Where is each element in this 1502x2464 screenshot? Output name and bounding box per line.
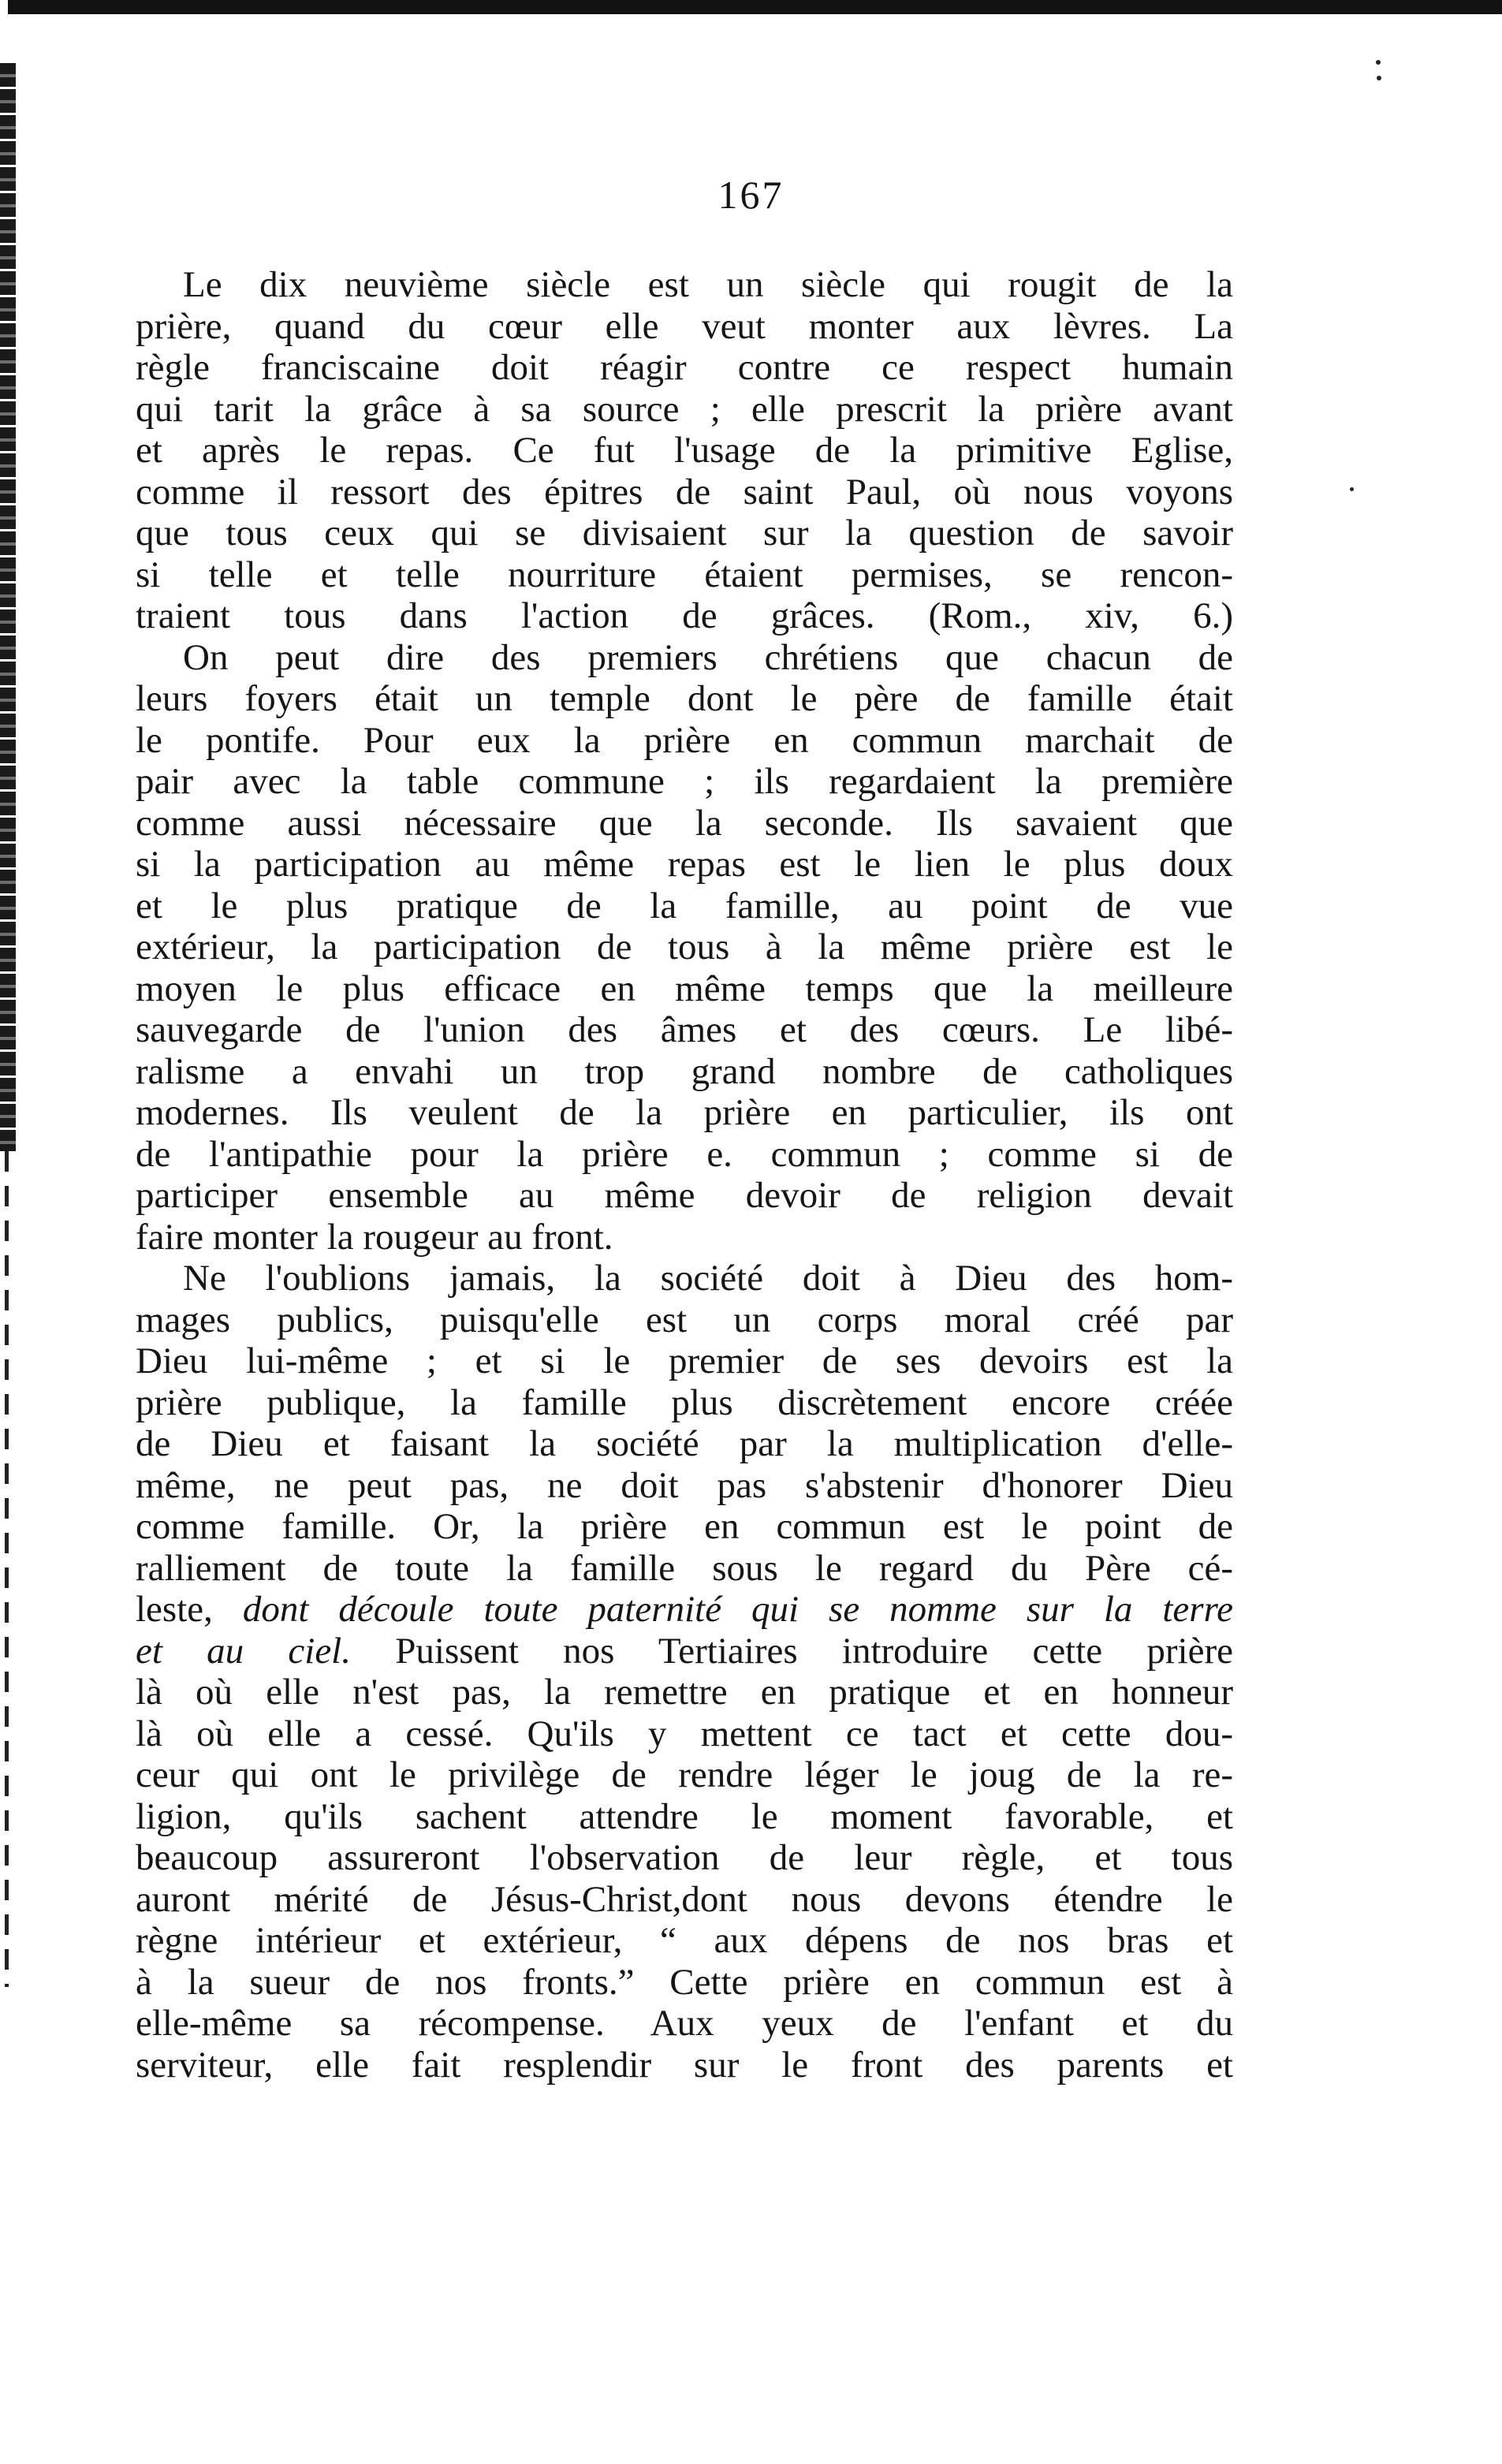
text-line: faire monter la rougeur au front. <box>136 1216 613 1258</box>
text-line: qui tarit la grâce à sa source ; elle prescrit la prière avant <box>136 388 1233 430</box>
top-border-rule <box>8 0 1502 14</box>
text-line: traient tous dans l'action de grâces. (Rom., xiv, 6.) <box>136 595 1233 636</box>
text-line: Ne l'oublions jamais, la société doit à Dieu des hom- <box>183 1258 1233 1299</box>
text-line: comme aussi nécessaire que la seconde. Ils savaient que <box>136 802 1233 844</box>
text-line: auront mérité de Jésus-Christ,dont nous devons étendre le <box>136 1878 1233 1920</box>
text-line: comme il ressort des épitres de saint Paul, où nous voyons <box>136 471 1233 513</box>
italic-quote: dont découle toute paternité qui se nomme sur la terre <box>242 1589 1233 1630</box>
text-line: à la sueur de nos fronts.” Cette prière en commun est à <box>136 1961 1233 2003</box>
text-line: si la participation au même repas est le lien le plus doux <box>136 844 1233 885</box>
body-text <box>136 264 1233 2086</box>
scan-speck <box>1350 487 1354 491</box>
text-line: prière publique, la famille plus discrètement encore créée <box>136 1381 1233 1423</box>
text-line: si telle et telle nourriture étaient permises, se rencon- <box>136 554 1233 595</box>
page-number: 167 <box>717 173 785 217</box>
text-line: Dieu lui-même ; et si le premier de ses devoirs est la <box>136 1340 1233 1381</box>
text-line: le pontife. Pour eux la prière en commun marchait de <box>136 719 1233 761</box>
text-line: mages publics, puisqu'elle est un corps moral créé par <box>136 1299 1233 1340</box>
text-line: de l'antipathie pour la prière e. commun ; comme si de <box>136 1133 1233 1175</box>
text-run: Puissent nos Tertiaires introduire cette prière <box>351 1630 1233 1672</box>
text-line: même, ne peut pas, ne doit pas s'abstenir d'honorer Dieu <box>136 1464 1233 1506</box>
text-line: règne intérieur et extérieur, “ aux dépens de nos bras et <box>136 1920 1233 1961</box>
text-line: moyen le plus efficace en même temps que la meilleure <box>136 967 1233 1009</box>
text-line: Le dix neuvième siècle est un siècle qui rougit de la <box>183 264 1233 305</box>
text-line: On peut dire des premiers chrétiens que chacun de <box>183 636 1233 678</box>
text-line: que tous ceux qui se divisaient sur la question de savoir <box>136 513 1233 554</box>
text-line: là où elle a cessé. Qu'ils y mettent ce tact et cette dou- <box>136 1713 1233 1754</box>
text-line: modernes. Ils veulent de la prière en particulier, ils ont <box>136 1092 1233 1133</box>
text-line: serviteur, elle fait resplendir sur le front des parents et <box>136 2044 1233 2086</box>
text-line: là où elle n'est pas, la remettre en pratique et en honneur <box>136 1672 1233 1713</box>
text-line: prière, quand du cœur elle veut monter aux lèvres. La <box>136 305 1233 347</box>
text-line: de Dieu et faisant la société par la multiplication d'elle- <box>136 1423 1233 1464</box>
text-line: et le plus pratique de la famille, au point de vue <box>136 885 1233 926</box>
text-line: beaucoup assureront l'observation de leur règle, et tous <box>136 1837 1233 1878</box>
text-line: ralisme a envahi un trop grand nombre de catholiques <box>136 1050 1233 1092</box>
scan-speck <box>1376 60 1381 65</box>
text-line: pair avec la table commune ; ils regardaient la première <box>136 761 1233 802</box>
left-binding-edge <box>0 63 16 1151</box>
text-line: sauvegarde de l'union des âmes et des cœurs. Le libé- <box>136 1009 1233 1050</box>
italic-quote: et au ciel. <box>136 1630 351 1672</box>
text-line: ralliement de toute la famille sous le regard du Père cé- <box>136 1547 1233 1589</box>
text-run: leste, <box>136 1589 243 1630</box>
text-line: elle-même sa récompense. Aux yeux de l'enfant et du <box>136 2003 1233 2044</box>
text-line: extérieur, la participation de tous à la même prière est le <box>136 926 1233 967</box>
text-line: comme famille. Or, la prière en commun est le point de <box>136 1506 1233 1547</box>
scan-speck <box>1377 76 1381 80</box>
text-line-mixed <box>136 1631 1233 1672</box>
text-line-mixed <box>136 1589 1233 1631</box>
text-line: ligion, qu'ils sachent attendre le moment favorable, et <box>136 1795 1233 1837</box>
text-line: leurs foyers était un temple dont le père de famille était <box>136 678 1233 719</box>
left-binding-edge-lower <box>5 1151 9 1987</box>
text-line: règle franciscaine doit réagir contre ce respect humain <box>136 347 1233 388</box>
text-line: ceur qui ont le privilège de rendre léger le joug de la re- <box>136 1754 1233 1795</box>
text-line: et après le repas. Ce fut l'usage de la primitive Eglise, <box>136 430 1233 471</box>
text-line: participer ensemble au même devoir de religion devait <box>136 1175 1233 1216</box>
